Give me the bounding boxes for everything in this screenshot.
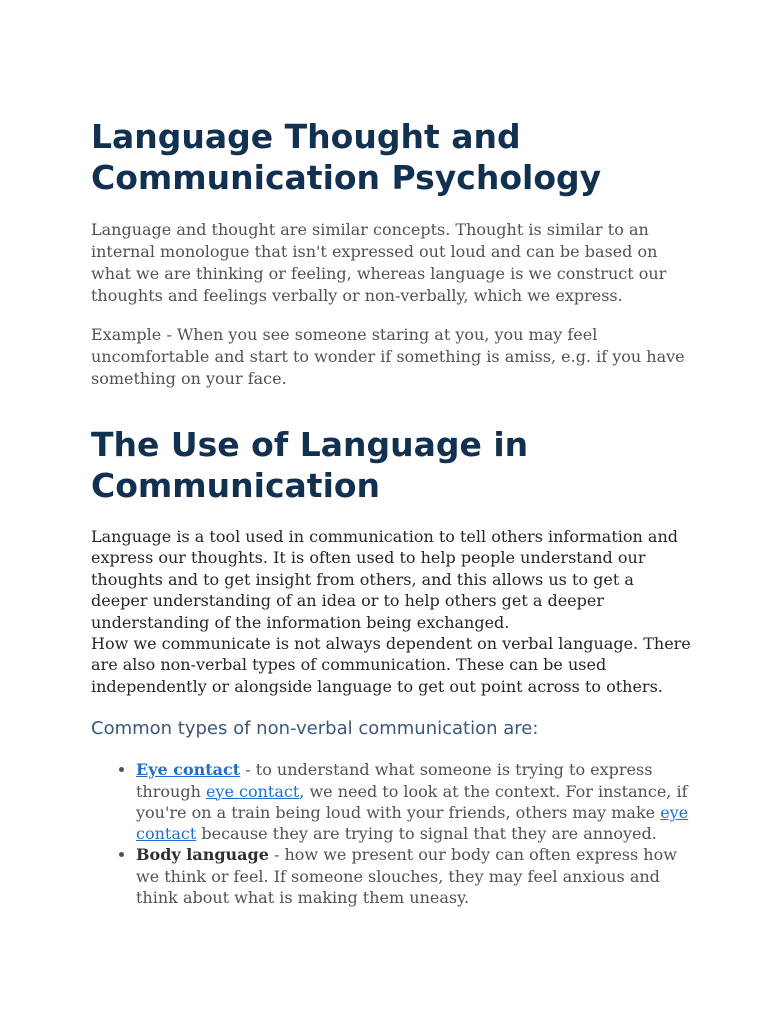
body-language-term: Body language bbox=[136, 845, 269, 865]
list-item-eye-contact bbox=[136, 759, 691, 844]
section-heading-use-of-language: The Use of Language in Communication bbox=[91, 425, 529, 505]
non-verbal-types-heading: Common types of non-verbal communication are: bbox=[91, 718, 539, 740]
body-language-text: - how we present our body can often express how we think or feel. If someone slouches, they may feel anxious and think about what is making them uneasy. bbox=[136, 845, 677, 908]
example-paragraph: Example - When you see someone staring at you, you may feel uncomfortable and start to wonder if something is amiss, e.g. if you have something on your face. bbox=[91, 325, 685, 388]
eye-contact-link-1[interactable]: eye contact bbox=[205, 781, 300, 801]
document-page bbox=[91, 112, 691, 908]
intro-paragraph: Language and thought are similar concepts. Thought is similar to an internal monologue that isn't expressed out loud and can be based on what we are thinking or feeling, whereas language is we construct our thoughts and feelings verbally or non-verbally, which we express. bbox=[91, 220, 667, 305]
list-item-body-language bbox=[136, 844, 691, 908]
eye-contact-link-2[interactable]: eye contact bbox=[136, 802, 689, 844]
non-verbal-types-list bbox=[91, 759, 691, 908]
eye-contact-text-b: , we need to look at the context. For instance, if you're on a train being loud with your friends, others may make bbox=[136, 781, 688, 822]
eye-contact-term-link[interactable]: Eye contact bbox=[136, 760, 241, 780]
non-verbal-intro-paragraph: How we communicate is not always dependent on verbal language. There are also non-verbal types of communication. These can be used independently or alongside language to get out point across to others. bbox=[91, 634, 691, 696]
eye-contact-text-a: - to understand what someone is trying to express through bbox=[136, 760, 653, 801]
eye-contact-text-c: because they are trying to signal that they are annoyed. bbox=[196, 824, 657, 844]
language-tool-paragraph: Language is a tool used in communication to tell others information and express our thoughts. It is often used to help people understand our thoughts and to get insight from others, and this allows us to get a deeper understanding of an idea or to help others get a deeper understanding of the information being exchanged. bbox=[91, 527, 678, 632]
page-title: Language Thought and Communication Psychology bbox=[91, 117, 602, 197]
